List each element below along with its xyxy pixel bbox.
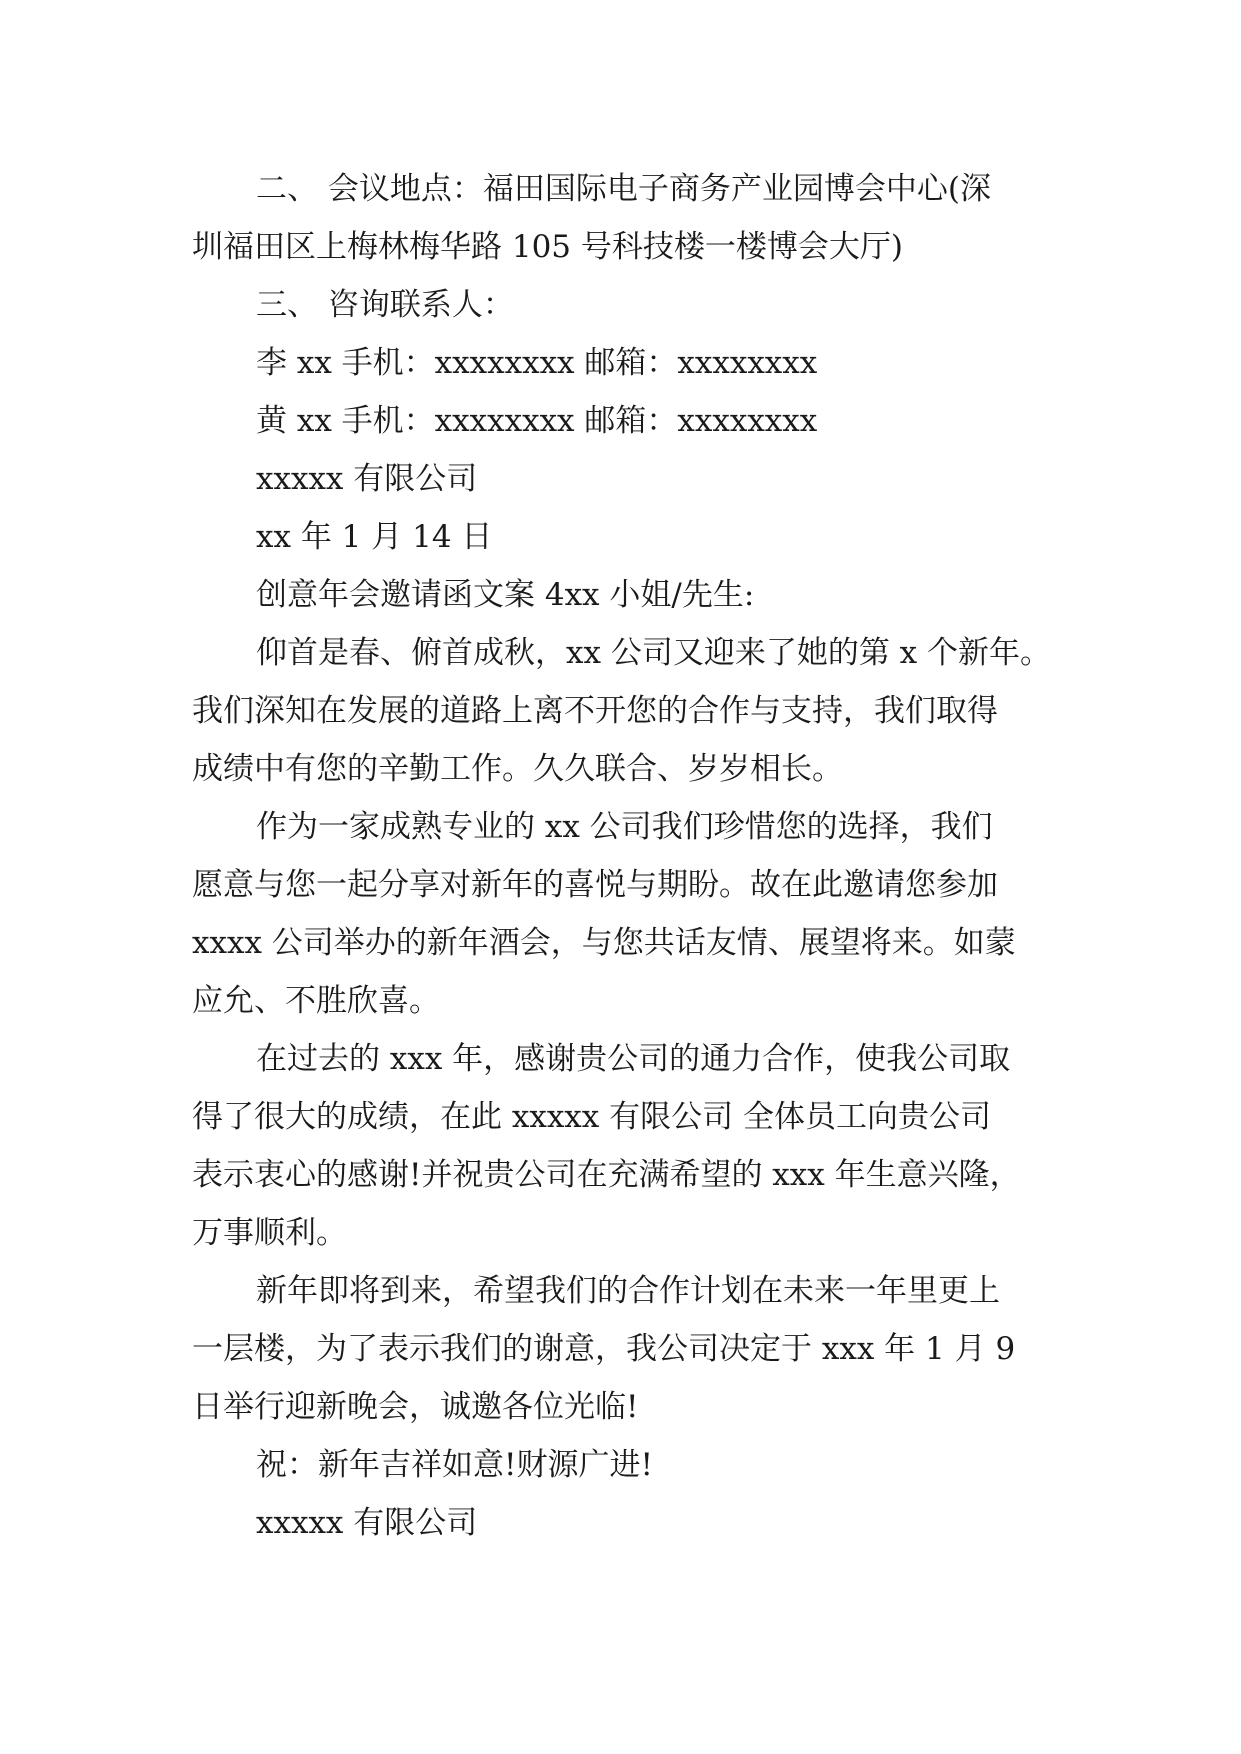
- venue-line-1: 二、 会议地点：福田国际电子商务产业园博会中心(深: [256, 171, 991, 207]
- signature-date: xx 年 1 月 14 日: [256, 519, 493, 555]
- paragraph-3-line-4: 万事顺利。: [192, 1215, 347, 1251]
- paragraph-3-line-3: 表示衷心的感谢!并祝贵公司在充满希望的 xxx 年生意兴隆，: [192, 1157, 1021, 1193]
- paragraph-2-line-4: 应允、不胜欣喜。: [192, 983, 440, 1019]
- paragraph-1-line-2: 我们深知在发展的道路上离不开您的合作与支持，我们取得: [192, 693, 998, 729]
- contact-huang: 黄 xx 手机：xxxxxxxx 邮箱：xxxxxxxx: [256, 403, 818, 439]
- paragraph-2-line-1: 作为一家成熟专业的 xx 公司我们珍惜您的选择，我们: [256, 809, 993, 845]
- paragraph-1-line-3: 成绩中有您的辛勤工作。久久联合、岁岁相长。: [192, 751, 843, 787]
- paragraph-4-line-1: 新年即将到来，希望我们的合作计划在未来一年里更上: [256, 1273, 1000, 1309]
- paragraph-4-line-2: 一层楼，为了表示我们的谢意，我公司决定于 xxx 年 1 月 9: [192, 1331, 1016, 1367]
- paragraph-4-line-3: 日举行迎新晚会，诚邀各位光临!: [192, 1389, 639, 1425]
- paragraph-1-line-1: 仰首是春、俯首成秋，xx 公司又迎来了她的第 x 个新年。: [256, 635, 1052, 671]
- paragraph-2-line-2: 愿意与您一起分享对新年的喜悦与期盼。故在此邀请您参加: [192, 867, 998, 903]
- company-signature-final: xxxxx 有限公司: [256, 1505, 478, 1541]
- contact-li: 李 xx 手机：xxxxxxxx 邮箱：xxxxxxxx: [256, 345, 818, 381]
- company-signature: xxxxx 有限公司: [256, 461, 478, 497]
- document-body: [192, 160, 1072, 1552]
- section-title-greeting: 创意年会邀请函文案 4xx 小姐/先生:: [256, 577, 755, 613]
- paragraph-3-line-2: 得了很大的成绩，在此 xxxxx 有限公司 全体员工向贵公司: [192, 1099, 991, 1135]
- paragraph-3-line-1: 在过去的 xxx 年，感谢贵公司的通力合作，使我公司取: [256, 1041, 1011, 1077]
- paragraph-2-line-3: xxxx 公司举办的新年酒会，与您共话友情、展望将来。如蒙: [192, 925, 1016, 961]
- contact-heading: 三、 咨询联系人：: [256, 287, 514, 323]
- closing-wish: 祝：新年吉祥如意!财源广进!: [256, 1447, 653, 1483]
- venue-line-2: 圳福田区上梅林梅华路 105 号科技楼一楼博会大厅): [192, 229, 903, 265]
